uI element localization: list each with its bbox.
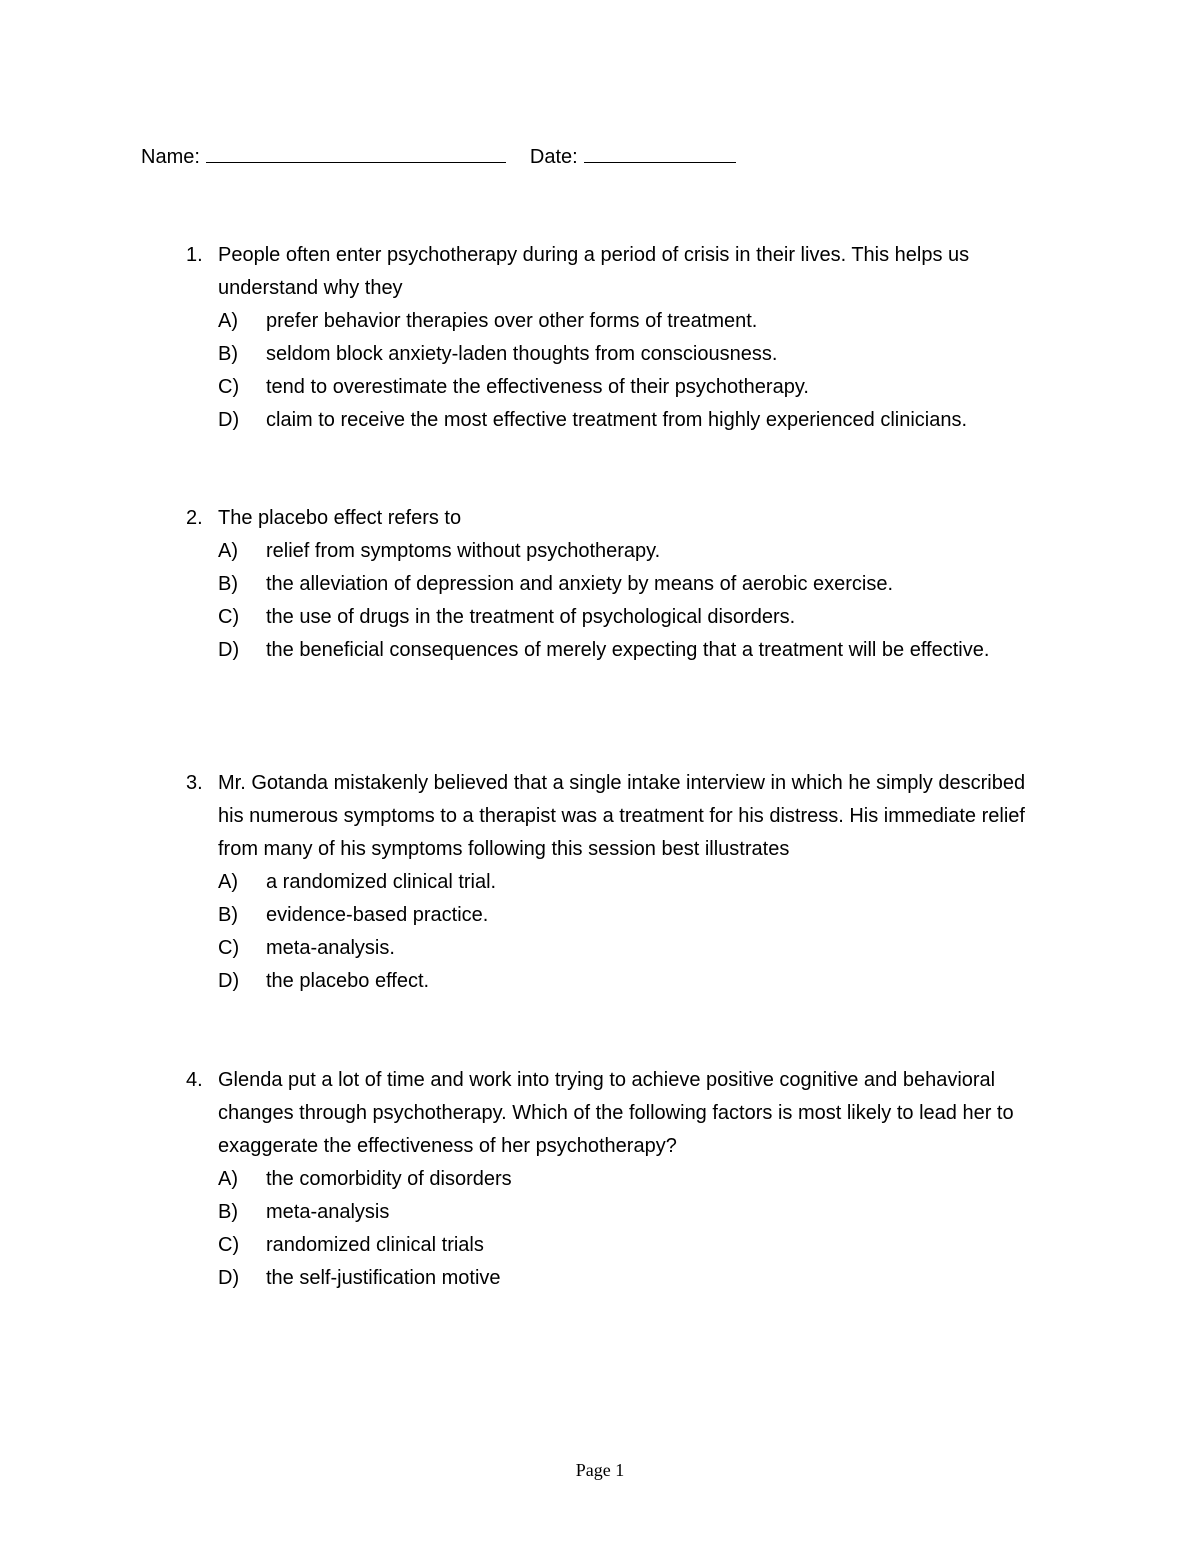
answer-option-d [186,634,1006,667]
option-text: the self-justification motive [266,1267,501,1289]
option-text: meta-analysis [266,1201,390,1223]
question-stem [186,1064,1046,1163]
name-label: Name: [141,146,200,168]
answer-options [186,866,1046,998]
answer-option-a [186,535,1006,568]
answer-option-d [186,1262,1046,1295]
page-number-footer: Page 1 [575,1460,625,1480]
answer-option-c [186,932,1046,965]
option-text: prefer behavior therapies over other forms of treatment. [266,310,758,332]
date-label: Date: [529,146,578,168]
question-text: Mr. Gotanda mistakenly believed that a single intake interview in which he simply described his numerous symptoms to a therapist was a treatment for his distress. His immediate relief from many of his symptoms following this session best illustrates [218,772,1026,860]
option-letter: B) [218,573,238,595]
answer-option-a [186,866,1046,899]
name-blank-line [206,144,506,163]
date-blank-line [584,144,736,163]
option-letter: A) [218,540,238,562]
option-letter: B) [218,343,238,365]
question-stem [186,239,1046,305]
option-text: the placebo effect. [266,970,430,992]
question-text: People often enter psychotherapy during a period of crisis in their lives. This helps us understand why they [218,244,970,299]
answer-options [186,1163,1046,1295]
option-letter: C) [218,937,240,959]
option-text: the use of drugs in the treatment of psychological disorders. [266,606,796,628]
option-text: randomized clinical trials [266,1234,484,1256]
option-letter: A) [218,1168,238,1190]
option-letter: A) [218,310,238,332]
option-letter: C) [218,1234,240,1256]
option-letter: D) [218,409,240,431]
answer-option-b [186,568,1006,601]
option-text: seldom block anxiety-laden thoughts from consciousness. [266,343,778,365]
question-text: Glenda put a lot of time and work into trying to achieve positive cognitive and behavioral changes through psychotherapy. Which of the following factors is most likely to lead her to exaggerate the effectiveness of her psychotherapy? [218,1069,1014,1157]
option-text: the beneficial consequences of merely expecting that a treatment will be effective. [266,639,990,661]
question-4 [186,1064,1046,1295]
answer-option-c [186,371,1046,404]
answer-option-c [186,1229,1046,1262]
option-text: the comorbidity of disorders [266,1168,512,1190]
option-text: relief from symptoms without psychotherapy. [266,540,661,562]
answer-options [186,305,1046,437]
question-number: 4. [186,1069,203,1091]
option-letter: D) [218,1267,240,1289]
option-letter: B) [218,904,238,926]
question-2 [186,502,1006,667]
answer-option-b [186,899,1046,932]
option-text: tend to overestimate the effectiveness of their psychotherapy. [266,376,809,398]
option-text: meta-analysis. [266,937,395,959]
question-stem [186,502,1006,535]
question-stem [186,767,1046,866]
question-1 [186,239,1046,437]
option-letter: D) [218,970,240,992]
option-letter: D) [218,639,240,661]
option-text: a randomized clinical trial. [266,871,497,893]
answer-options [186,535,1006,667]
option-text: evidence-based practice. [266,904,489,926]
option-text: the alleviation of depression and anxiety by means of aerobic exercise. [266,573,894,595]
answer-option-b [186,338,1046,371]
answer-option-b [186,1196,1046,1229]
name-date-header [141,143,736,171]
question-number: 2. [186,507,203,529]
option-letter: A) [218,871,238,893]
answer-option-d [186,965,1046,998]
answer-option-d [186,404,1046,437]
option-letter: C) [218,606,240,628]
option-letter: C) [218,376,240,398]
question-number: 3. [186,772,203,794]
answer-option-c [186,601,1006,634]
answer-option-a [186,305,1046,338]
option-letter: B) [218,1201,238,1223]
question-text: The placebo effect refers to [218,507,462,529]
option-text: claim to receive the most effective treatment from highly experienced clinicians. [266,409,968,431]
question-number: 1. [186,244,203,266]
question-3 [186,767,1046,998]
answer-option-a [186,1163,1046,1196]
